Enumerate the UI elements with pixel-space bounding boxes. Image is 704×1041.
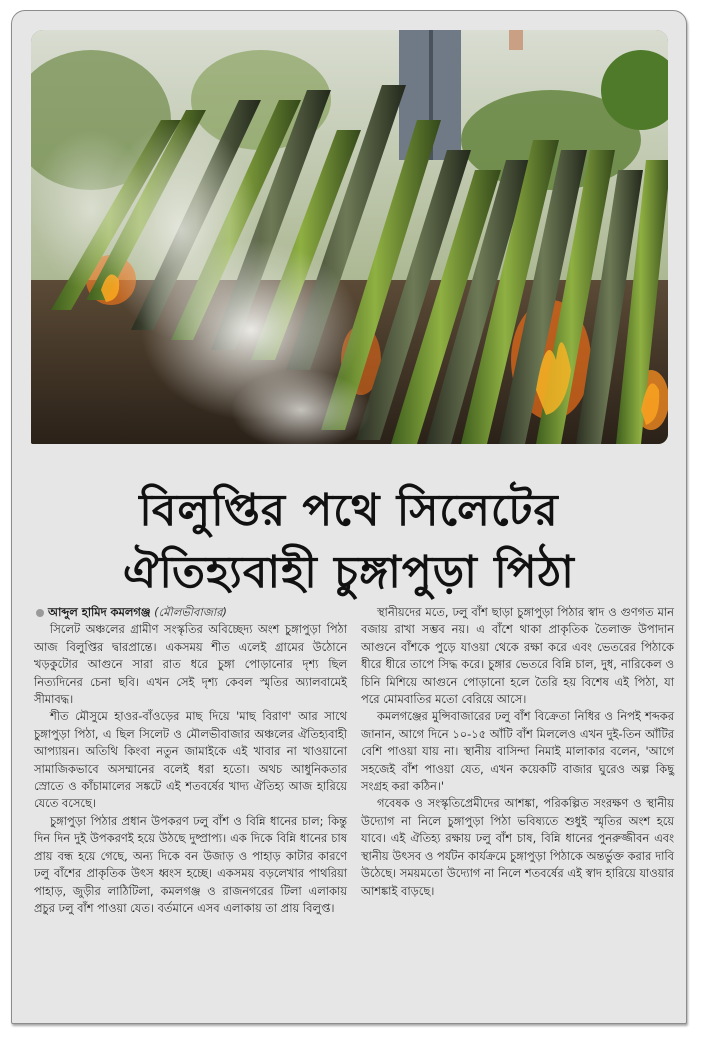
headline-line-2: ঐতিহ্যবাহী চুঙ্গাপুড়া পিঠা — [123, 547, 575, 599]
article-headline — [12, 480, 686, 604]
byline-location: (মৌলভীবাজার) — [154, 605, 227, 619]
paragraph: কমলগঞ্জের মুন্সিবাজারের ঢলু বাঁশ বিক্রেতা নিধির ও নিপই শব্দকর জানান, আগে দিনে ১০-১৫ আঁটি বাঁশ মিললেও এখন দুই-তিন আঁটির বেশি পাওয়া যায় না। স্থানীয় বাসিন্দা নিমাই মালাকার বলেন, 'আগে সহজেই বাঁশ পাওয়া যেত, এখন কয়েকটি বাজার ঘুরেও অল্প কিছু সংগ্রহ করা কঠিন।' — [361, 709, 674, 794]
paragraph: শীত মৌসুমে হাওর-বাঁওড়ের মাছ দিয়ে 'মাছ বিরাণ' আর সাথে চুঙ্গাপুড়া পিঠা, এ ছিল সিলেট ও মৌলভীবাজার অঞ্চলের ঐতিহ্যবাহী আপ্যায়ন। অতিথি কিংবা নতুন জামাইকে এই খাবার না খাওয়ানো সামাজিকভাবে অসম্মানের বলেই ধরা হতো। অথচ আধুনিকতার স্রোতে ও কাঁচামালের সঙ্কটে এই শতবর্ষের খাদ্য ঐতিহ্য আজ হারিয়ে যেতে বসেছে। — [34, 709, 347, 811]
paragraph: গবেষক ও সংস্কৃতিপ্রেমীদের আশঙ্কা, পরিকল্পিত সংরক্ষণ ও স্থানীয় উদ্যোগ না নিলে চুঙ্গাপুড়া পিঠা ভবিষ্যতে শুধুই স্মৃতির অংশ হয়ে যাবে। এই ঐতিহ্য রক্ষায় ঢলু বাঁশ চাষ, বিন্নি ধানের পুনরুজ্জীবন এবং স্থানীয় উৎসব ও পর্যটন কার্যক্রমে চুঙ্গাপুড়া পিঠাকে অন্তর্ভুক্ত করার দাবি উঠেছে। সময়মতো উদ্যোগ না নিলে শতবর্ষের এই স্বাদ হারিয়ে যাওয়ার আশঙ্কাই বাড়ছে। — [361, 796, 674, 898]
article-body — [34, 604, 674, 1014]
news-clipping-card — [11, 10, 687, 1024]
bullet-dot-icon — [36, 609, 44, 617]
photo-image-icon — [31, 30, 668, 444]
paragraph: সিলেট অঞ্চলের গ্রামীণ সংস্কৃতির অবিচ্ছেদ্য অংশ চুঙ্গাপুড়া পিঠা আজ বিলুপ্তির দ্বারপ্রান্তে। একসময় শীত এলেই গ্রামের উঠোনে খড়কুটোর আগুনে সারা রাত ধরে চুঙ্গা পোড়ানোর দৃশ্য ছিল নিত্যদিনের চেনা ছবি। এখন সেই দৃশ্য কেবল স্মৃতির অ্যালবামেই সীমাবদ্ধ। — [34, 622, 347, 707]
left-column — [34, 604, 347, 1014]
byline — [34, 604, 347, 621]
right-column — [361, 604, 674, 1014]
paragraph: চুঙ্গাপুড়া পিঠার প্রধান উপকরণ ঢলু বাঁশ ও বিন্নি ধানের চাল; কিন্তু দিন দিন দুই উপকরণই হয়ে উঠছে দুষ্প্রাপ্য। এক দিকে বিন্নি ধানের চাষ প্রায় বন্ধ হয়ে গেছে, অন্য দিকে বন উজাড় ও পাহাড় কাটার কারণে ঢলু বাঁশের প্রাকৃতিক উৎস ধ্বংস হচ্ছে। একসময় বড়লেখার পাথরিয়া পাহাড়, জুড়ীর লাঠিটিলা, কমলগঞ্জ ও রাজনগরের টিলা এলাকায় প্রচুর ঢলু বাঁশ পাওয়া যেত। বর্তমানে এসব এলাকায় তা প্রায় বিলুপ্ত। — [34, 813, 347, 915]
byline-author: আব্দুল হামিদ কমলগঞ্জ — [48, 605, 151, 619]
article-photo — [31, 30, 668, 444]
paragraph: স্থানীয়দের মতে, ঢলু বাঁশ ছাড়া চুঙ্গাপুড়া পিঠার স্বাদ ও গুণগত মান বজায় রাখা সম্ভব নয়। এ বাঁশে থাকা প্রাকৃতিক তৈলাক্ত উপাদান আগুনে বাঁশকে পুড়ে যাওয়া থেকে রক্ষা করে এবং ভেতরের পিঠাকে ধীরে ধীরে তাপে সিদ্ধ করে। চুঙ্গার ভেতরে বিন্নি চাল, দুধ, নারিকেল ও চিনি মিশিয়ে আগুনে পোড়ানো হলে তৈরি হয় বিশেষ এই পিঠা, যা পরে মোমবাতির মতো বেরিয়ে আসে। — [361, 605, 674, 707]
headline-line-1: বিলুপ্তির পথে সিলেটের — [139, 485, 559, 537]
